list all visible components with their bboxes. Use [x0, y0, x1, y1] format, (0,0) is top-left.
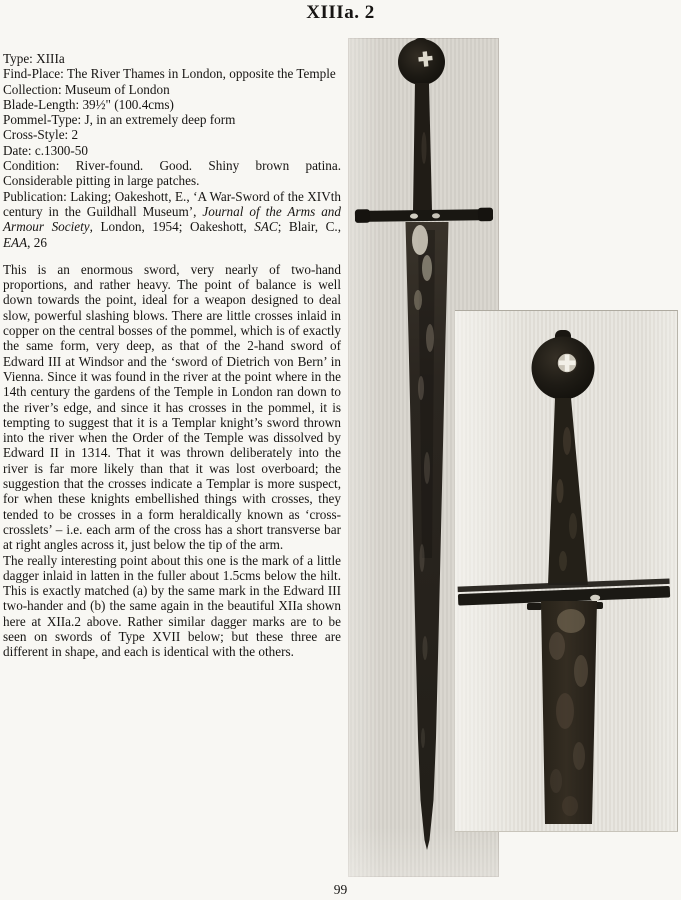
grip-highlight [422, 132, 427, 164]
publication-text: , London, 1954; Oakeshott, [89, 219, 255, 235]
catalog-entry-pommel-type: Pommel-Type: J, in an extremely deep form [3, 112, 236, 128]
publication-abbrev-eaa: EAA [3, 234, 28, 250]
publication-text: , 26 [27, 234, 47, 250]
catalog-entry-collection: Collection: Museum of London [3, 81, 170, 97]
wheel-pommel [398, 39, 445, 85]
catalog-entry-find-place: Find-Place: The River Thames in London, opposite the Temple [3, 66, 336, 82]
body-paragraph-1: This is an enormous sword, very nearly of two-hand proportions, and rather heavy. The point of balance is well down towards the point, ideal for a weapon designed to deal slow, powerful slashing blows. There are little crosses inlaid in copper on the central bosses of the pommel, which is of exactly the same form, very deep, as that of the 2-hand sword of Edward III at Windsor and the ‘sword of Dietrich von Bern’ in Vienna. Since it was found in the river at the point where in the 14th century the gardens of the Temple in London ran down to the river’s edge, and since it has crosses in the pommel, it is tempting to suggest that it is a Templar knight’s sword thrown into the river when the Order of the Temple was dissolved by Edward II in 1314. That it was thrown deliberately into the river is far more likely than that it was lost overboard; the suggestion that the crosses indicate a Templar is more suspect, for when these knights embellished things with crosses, they tended to be crosses in a form heraldically known as ‘cross-crosslets’ – i.e. each arm of the cross has a short transverse bar at right angles across it, just below the tip of the arm. [3, 261, 341, 553]
body-paragraph-2: The really interesting point about this one is the mark of a little dagger inlaid in latten in the fuller about 1.5cms below the hilt. This is exactly matched (a) by the same mark in the Edward III two-hander and (b) the same again in the beautiful XIIa shown here at XIIa.2 above. Rather similar dagger marks are to be seen on swords of Type XVII below; but these three are different in shape, and each is identical with the others. [3, 552, 341, 660]
publication-abbrev-sac: SAC [254, 219, 278, 235]
catalog-entry-condition: Condition: River-found. Good. Shiny brown patina. Considerable pitting in large patches. [3, 158, 341, 189]
sword-photo-hilt-detail [455, 310, 678, 832]
text-column [3, 51, 341, 660]
catalog-entry-date: Date: c.1300-50 [3, 142, 88, 158]
sword-illustration-hilt [455, 311, 677, 831]
publication-text: Publication: Laking; Oakeshott, E., ‘A War-Sword of the XIVth century in the Guildhall Museum’, [3, 188, 341, 219]
pommel-cross-inlay [557, 353, 577, 373]
paragraph-gap [3, 250, 341, 262]
grip [548, 398, 588, 585]
publication-journal-title: Journal of the Arms and Armour Society [3, 203, 341, 235]
catalog-entry-blade-length: Blade-Length: 39½" (100.4cms) [3, 96, 174, 112]
rain-guard-left [527, 603, 542, 610]
page-title: XIIIa. 2 [306, 2, 375, 23]
catalog-entry-publication [3, 189, 341, 250]
page-number: 99 [333, 882, 348, 897]
catalog-entry-cross-style: Cross-Style: 2 [3, 127, 79, 143]
catalog-entry-type: Type: XIIIa [3, 51, 65, 66]
publication-text: ; Blair, C., [277, 219, 341, 235]
